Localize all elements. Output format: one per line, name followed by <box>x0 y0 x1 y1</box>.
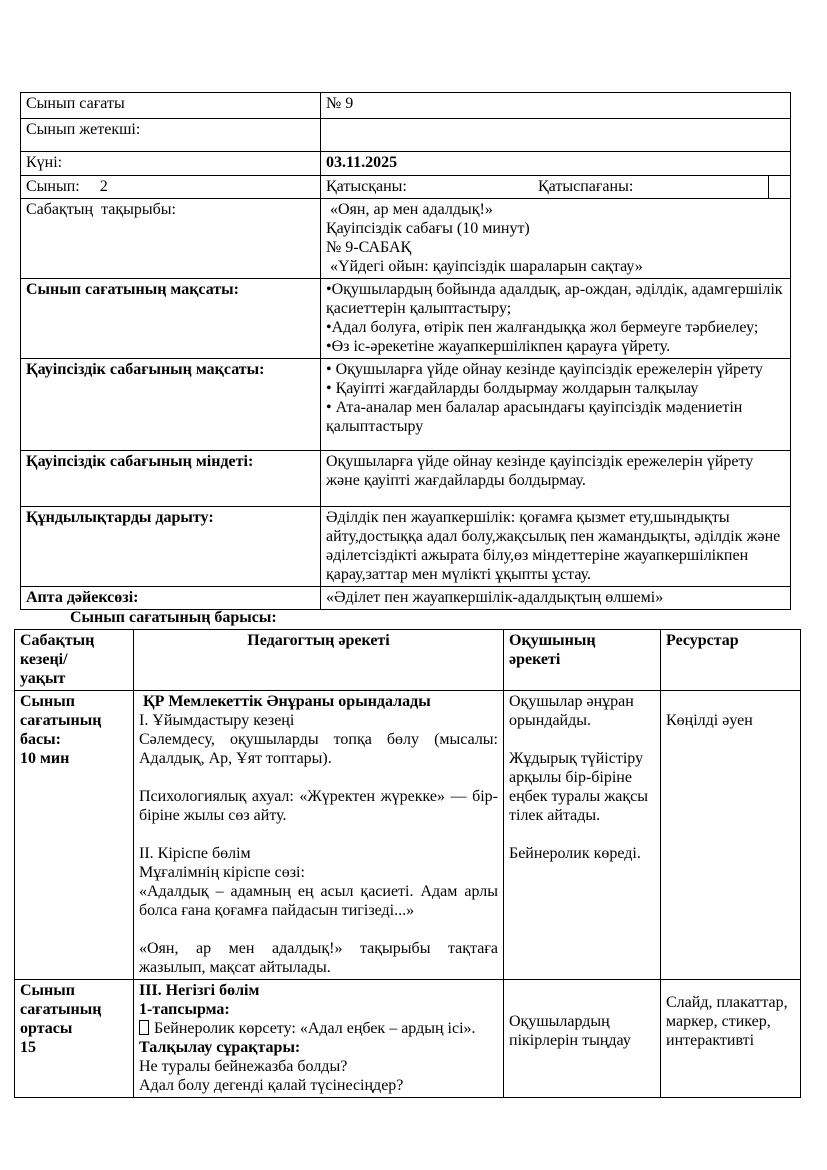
paragraph: 1-тапсырма: <box>139 1001 230 1018</box>
row-safety-task <box>21 451 791 507</box>
stage-time: 15 <box>20 1039 36 1056</box>
empty-cell <box>769 176 791 199</box>
values-value: Әділдік пен жауапкершілік: қоғамға қызмет ету,шындықты айту,достыққа адал болу,жақсылық пен жамандықты, әділдік және әділетсіздікті ажырата білу,өз міндеттеріне жауапкершілікпен қарау,заттар мен мүлікті ұқыпты ұстау. <box>321 507 791 587</box>
row-quote <box>21 587 791 610</box>
paragraph: II. Кіріспе бөлім <box>139 845 251 862</box>
topic-line: Қауіпсіздік сабағы (10 минут) <box>326 220 530 237</box>
resources-start-cell <box>661 691 801 980</box>
class-goal-value <box>321 279 791 359</box>
quote-label: Апта дәйексөзі: <box>21 587 321 610</box>
plan-row-middle <box>15 980 801 1098</box>
safety-task-value: Оқушыларға үйде ойнау кезінде қауіпсіздік ережелерін үйрету және қауіпті жағдайларды болдырмау. <box>321 451 791 507</box>
stage-middle-cell <box>15 980 134 1098</box>
header-student-action <box>504 630 661 691</box>
values-label: Құндылықтарды дарыту: <box>21 507 321 587</box>
stage-title: Сынып сағатының басы: <box>20 693 102 748</box>
blank-line <box>139 825 498 844</box>
paragraph: III. Негізгі бөлім <box>139 982 260 999</box>
quote-value: «Әділет пен жауапкершілік-адалдықтың өлшемі» <box>321 587 791 610</box>
header-stage-line: кезеңі/ <box>20 651 68 668</box>
class-goal-label: Сынып сағатының мақсаты: <box>21 279 321 359</box>
paragraph: Бейнеролик көреді. <box>509 845 641 862</box>
paragraph <box>139 1019 498 1038</box>
plan-row-start <box>15 691 801 980</box>
row-values <box>21 507 791 587</box>
goal-bullet: • Қауіпті жағдайларды болдырмау жолдарын талқылау <box>326 380 699 397</box>
teacher-label: Сынып жетекші: <box>21 119 321 152</box>
attendance-cell <box>321 176 769 199</box>
goal-bullet: • Оқушыларға үйде ойнау кезінде қауіпсіздік ережелерін үйрету <box>326 361 763 378</box>
header-stage <box>15 630 134 691</box>
paragraph: Оқушылар әнұран орындайды. <box>509 693 634 729</box>
grade-number: 2 <box>99 178 108 195</box>
resource-text: Слайд, плакаттар, маркер, стикер, интерактивті <box>666 994 788 1049</box>
grade-label: Сынып: <box>26 178 80 195</box>
goal-bullet: •Өз іс-әрекетіне жауапкершілікпен қарауға үйрету. <box>326 338 671 355</box>
blank-line <box>666 981 795 993</box>
student-action-middle-cell <box>504 980 661 1098</box>
stage-time: 10 мин <box>20 750 70 767</box>
header-resources: Ресурстар <box>661 630 801 691</box>
paragraph: I. Ұйымдастыру кезеңі <box>139 712 295 729</box>
blank-line <box>139 920 498 939</box>
class-hour-label: Сынып сағаты <box>21 93 321 119</box>
topic-value <box>321 199 791 279</box>
section-heading: Сынып сағатының барысы: <box>70 609 277 626</box>
header-student-line: әрекеті <box>509 651 561 668</box>
attended-label: Қатысқаны: <box>326 178 407 195</box>
absent-label: Қатыспағаны: <box>538 178 634 195</box>
blank-line <box>139 768 498 787</box>
row-teacher <box>21 119 791 152</box>
paragraph: Психологиялық ахуал: «Жүректен жүрекке» — бір-біріне жылы сөз айту. <box>139 788 498 824</box>
topic-line: № 9-САБАҚ <box>326 239 412 256</box>
header-stage-line: уақыт <box>20 670 66 687</box>
missing-glyph-icon <box>139 1020 149 1035</box>
safety-goal-value <box>321 359 791 451</box>
date-value: 03.11.2025 <box>321 152 791 176</box>
paragraph: Оқушылардың пікірлерін тыңдау <box>509 1013 631 1049</box>
paragraph: Жұдырық түйістіру арқылы бір-біріне еңбек туралы жақсы тілек айтады. <box>509 750 649 824</box>
header-student-line: Оқушының <box>509 632 596 649</box>
blank-line <box>509 730 655 749</box>
date-label: Күні: <box>21 152 321 176</box>
lesson-info-table <box>20 92 791 610</box>
blank-line <box>666 692 795 711</box>
blank-line <box>509 1000 655 1012</box>
grade-cell <box>21 176 321 199</box>
row-class-hour <box>21 93 791 119</box>
goal-bullet: •Оқушылардың бойында адалдық, ар-ождан, әділдік, адамгершілік қасиеттерін қалыптастыру; <box>326 281 783 317</box>
resource-text: Көңілді әуен <box>666 712 753 729</box>
row-date <box>21 152 791 176</box>
goal-bullet: •Адал болуға, өтірік пен жалғандыққа жол бермеуге тәрбиелеу; <box>326 319 759 336</box>
paragraph: «Оян, ар мен адалдық!» тақырыбы тақтаға жазылып, мақсат айтылады. <box>139 940 498 976</box>
row-topic <box>21 199 791 279</box>
paragraph: «Адалдық – адамның ең асыл қасиеті. Адам арлы болса ғана қоғамға пайдасын тигізеді...» <box>139 883 498 919</box>
topic-line: «Оян, ар мен адалдық!» <box>326 201 493 218</box>
stage-title: Сынып сағатының ортасы <box>20 982 102 1037</box>
lesson-plan-table <box>14 629 801 1098</box>
safety-task-label: Қауіпсіздік сабағының міндеті: <box>21 451 321 507</box>
blank-line <box>509 825 655 844</box>
teacher-action-start-cell <box>134 691 504 980</box>
paragraph: Не туралы бейнежазба болды? <box>139 1058 348 1075</box>
paragraph: Мұғалімнің кіріспе сөзі: <box>139 864 305 881</box>
row-safety-goal <box>21 359 791 451</box>
teacher-value <box>321 119 791 152</box>
topic-label: Сабақтың тақырыбы: <box>21 199 321 279</box>
video-task-text: Бейнеролик көрсету: «Адал еңбек – ардың ісі». <box>154 1020 476 1037</box>
goal-bullet: • Ата-аналар мен балалар арасындағы қауіпсіздік мәдениетін қалыптастыру <box>326 399 743 435</box>
header-teacher-action: Педагогтың әрекеті <box>134 630 504 691</box>
topic-line: «Үйдегі ойын: қауіпсіздік шараларын сақтау» <box>326 258 643 275</box>
stage-start-cell <box>15 691 134 980</box>
row-grade <box>21 176 791 199</box>
plan-header-row <box>15 630 801 691</box>
paragraph: Адал болу дегенді қалай түсінесіңдер? <box>139 1077 404 1094</box>
paragraph: Талқылау сұрақтары: <box>139 1039 301 1056</box>
class-hour-value: № 9 <box>321 93 791 119</box>
safety-goal-label: Қауіпсіздік сабағының мақсаты: <box>21 359 321 451</box>
student-action-start-cell <box>504 691 661 980</box>
blank-line <box>509 981 655 1000</box>
header-stage-line: Сабақтың <box>20 632 95 649</box>
resources-middle-cell <box>661 980 801 1098</box>
paragraph: ҚР Мемлекеттік Әнұраны орындалады <box>139 693 431 710</box>
paragraph: Сәлемдесу, оқушыларды топқа бөлу (мысалы: Адалдық, Ар, Ұят топтары). <box>139 731 498 767</box>
row-class-goal <box>21 279 791 359</box>
teacher-action-middle-cell <box>134 980 504 1098</box>
